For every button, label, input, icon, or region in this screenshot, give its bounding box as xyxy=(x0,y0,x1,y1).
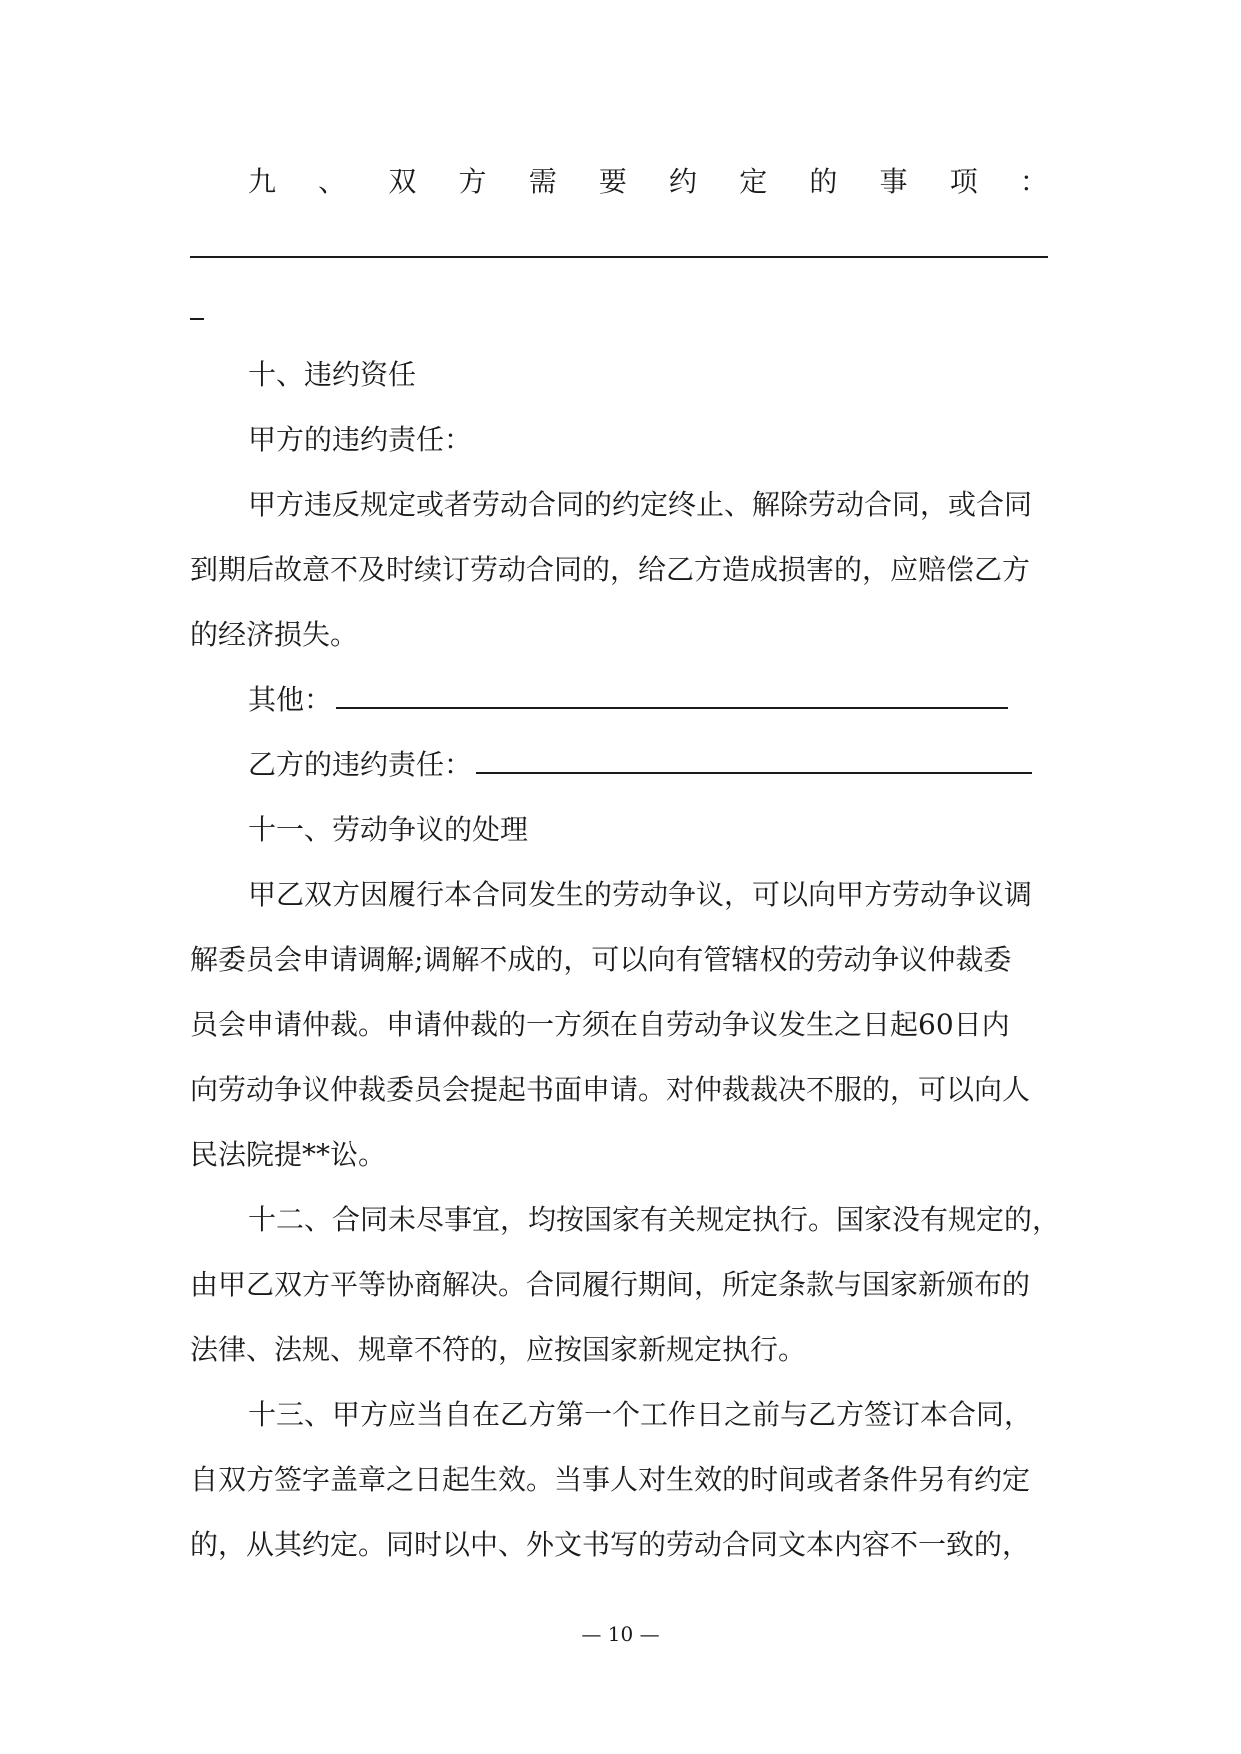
fill-in-line-end xyxy=(190,318,204,320)
fill-in-line xyxy=(336,681,1008,709)
paragraph-line: 解委员会申请调解;调解不成的，可以向有管辖权的劳动争议仲裁委 xyxy=(190,943,1012,976)
paragraph-line: 到期后故意不及时续订劳动合同的，给乙方造成损害的，应赔偿乙方 xyxy=(190,553,1031,586)
paragraph-line: 的经济损失。 xyxy=(190,618,359,651)
paragraph-line: 十二、合同未尽事宜，均按国家有关规定执行。国家没有规定的， xyxy=(248,1203,1061,1236)
clause9-char: 项 xyxy=(949,165,978,198)
paragraph-line: 甲乙双方因履行本合同发生的劳动争议，可以向甲方劳动争议调 xyxy=(248,878,1033,911)
clause9-char: 需 xyxy=(528,165,557,198)
paragraph-line: 十三、甲方应当自在乙方第一个工作日之前与乙方签订本合同， xyxy=(248,1398,1033,1431)
paragraph-line: 员会申请仲裁。申请仲裁的一方须在自劳动争议发生之日起60日内 xyxy=(190,1008,1010,1041)
paragraph-line: 法律、法规、规章不符的，应按国家新规定执行。 xyxy=(190,1333,807,1366)
paragraph-line: 民法院提**讼。 xyxy=(190,1138,387,1171)
partyA-liability-label: 甲方的违约责任： xyxy=(248,423,473,456)
clause9-heading xyxy=(248,162,1048,202)
fill-in-line xyxy=(190,256,1048,258)
other-label: 其他： xyxy=(248,683,333,716)
other-row xyxy=(248,680,1050,720)
paragraph-line: 的，从其约定。同时以中、外文书写的劳动合同文本内容不一致的， xyxy=(190,1528,1031,1561)
page-number: — 10 — xyxy=(581,1622,660,1646)
clause9-char: 九 xyxy=(248,165,277,198)
clause9-char: 定 xyxy=(739,165,768,198)
clause11-title: 十一、劳动争议的处理 xyxy=(248,813,529,846)
clause9-char: 要 xyxy=(598,165,627,198)
paragraph-line: 向劳动争议仲裁委员会提起书面申请。对仲裁裁决不服的，可以向人 xyxy=(190,1073,1031,1106)
clause9-char: 、 xyxy=(318,165,347,198)
clause9-char: 事 xyxy=(879,165,908,198)
paragraph-line: 由甲乙双方平等协商解决。合同履行期间，所定条款与国家新颁布的 xyxy=(190,1268,1031,1301)
partyB-liability-row xyxy=(248,745,1050,785)
fill-in-line xyxy=(476,746,1032,774)
clause10-title: 十、违约资任 xyxy=(248,358,417,391)
clause9-char: ： xyxy=(1019,165,1048,198)
clause9-char: 方 xyxy=(458,165,487,198)
paragraph-line: 自双方签字盖章之日起生效。当事人对生效的时间或者条件另有约定 xyxy=(190,1463,1031,1496)
clause9-char: 双 xyxy=(388,165,417,198)
clause9-char: 约 xyxy=(669,165,698,198)
partyB-liability-label: 乙方的违约责任： xyxy=(248,748,473,781)
paragraph-line: 甲方违反规定或者劳动合同的约定终止、解除劳动合同，或合同 xyxy=(248,488,1033,521)
clause9-char: 的 xyxy=(809,165,838,198)
